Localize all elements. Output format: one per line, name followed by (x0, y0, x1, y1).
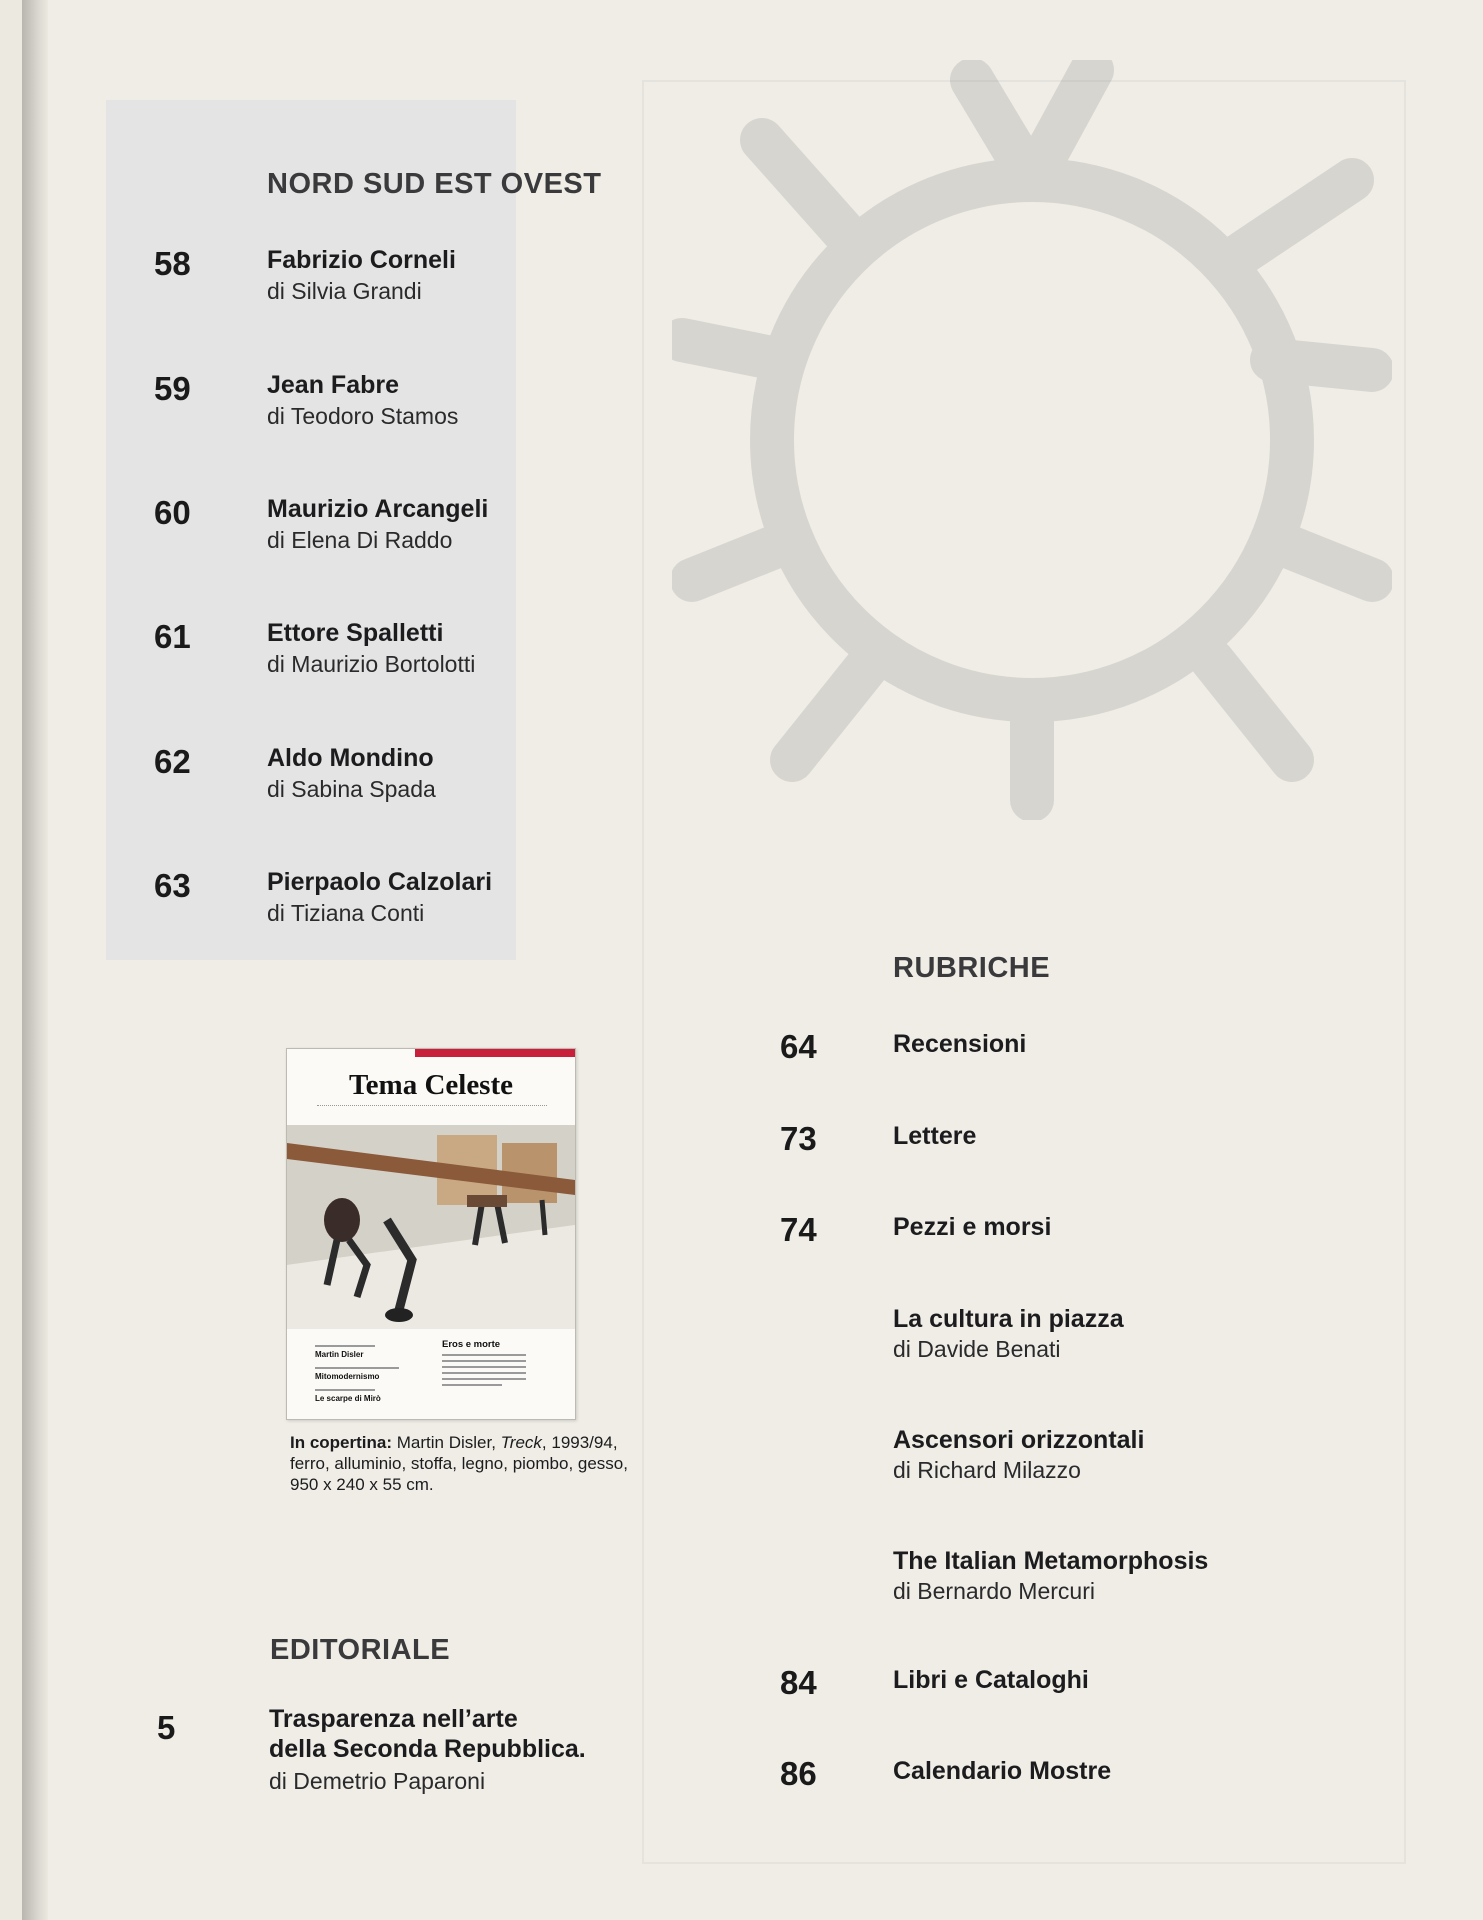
cover-item: Mitomodernismo (315, 1372, 380, 1381)
entry-title: Ettore Spalletti (267, 619, 444, 647)
cover-text-line (315, 1367, 399, 1369)
cover-text-line (442, 1378, 526, 1380)
entry-author: di Richard Milazzo (893, 1457, 1081, 1483)
caption-work: Treck (500, 1433, 542, 1452)
page-number: 74 (780, 1211, 817, 1248)
entry-title: Maurizio Arcangeli (267, 495, 489, 523)
cover-left-contents (315, 1341, 435, 1403)
magazine-cover-thumbnail (286, 1048, 576, 1420)
entry-title: Jean Fabre (267, 371, 400, 399)
entry-title: Fabrizio Corneli (267, 246, 456, 274)
caption-artist: Martin Disler, (396, 1433, 496, 1452)
entry-author: di Bernardo Mercuri (893, 1578, 1095, 1604)
cover-text-line (442, 1372, 526, 1374)
entry-title: La cultura in piazza (893, 1305, 1124, 1333)
entry-author: di Maurizio Bortolotti (267, 651, 476, 677)
entry-author: di Tiziana Conti (267, 900, 425, 926)
cover-divider (317, 1105, 547, 1109)
page-number: 73 (780, 1120, 817, 1157)
entry-title: Aldo Mondino (267, 744, 434, 772)
cover-text-line (442, 1354, 526, 1356)
cover-item: Le scarpe di Mirò (315, 1394, 381, 1403)
cover-text-line (442, 1360, 526, 1362)
page-number: 84 (780, 1664, 817, 1701)
page-number: 63 (154, 867, 191, 904)
cover-caption (290, 1432, 630, 1495)
cover-red-bar (415, 1049, 575, 1057)
entry-author: di Davide Benati (893, 1336, 1061, 1362)
cover-feature-heading: Eros e morte (442, 1339, 501, 1350)
page-number: 58 (154, 245, 191, 282)
entry-author: di Sabina Spada (267, 776, 436, 802)
cover-text-line (442, 1366, 526, 1368)
cover-item: Martin Disler (315, 1350, 364, 1359)
entry-title: The Italian Metamorphosis (893, 1547, 1209, 1575)
entry-title: Trasparenza nell’arte (269, 1705, 518, 1733)
caption-details: , 1993/94, ferro, alluminio, stoffa, legno, piombo, gesso, 950 x 240 x 55 cm. (290, 1433, 628, 1494)
entry-title: Ascensori orizzontali (893, 1426, 1145, 1454)
entry-title: Libri e Cataloghi (893, 1666, 1089, 1694)
page-number: 62 (154, 743, 191, 780)
cover-text-line (315, 1345, 375, 1347)
cover-right-contents (442, 1339, 562, 1389)
cover-artwork-photo (287, 1125, 575, 1329)
cover-text-line (442, 1384, 502, 1386)
page-number: 5 (157, 1709, 176, 1746)
page-number: 61 (154, 618, 191, 655)
show-through-sun-logo-icon (672, 60, 1392, 820)
rubriche-heading: RUBRICHE (893, 952, 1051, 984)
entry-author: di Elena Di Raddo (267, 527, 453, 553)
page-number: 60 (154, 494, 191, 531)
entry-title: Recensioni (893, 1030, 1027, 1058)
entry-title: Lettere (893, 1122, 977, 1150)
page-number: 59 (154, 370, 191, 407)
entry-author: di Demetrio Paparoni (269, 1768, 486, 1794)
entry-title: Calendario Mostre (893, 1757, 1112, 1785)
cover-magazine-title: Tema Celeste (348, 1069, 514, 1101)
entry-title: della Seconda Repubblica. (269, 1735, 586, 1763)
page-spine-shadow (22, 0, 48, 1920)
page-number: 64 (780, 1028, 817, 1065)
entry-author: di Teodoro Stamos (267, 403, 459, 429)
entry-title: Pierpaolo Calzolari (267, 868, 493, 896)
entry-author: di Silvia Grandi (267, 278, 422, 304)
nord-sud-heading: NORD SUD EST OVEST (267, 168, 602, 200)
entry-title: Pezzi e morsi (893, 1213, 1052, 1241)
magazine-page (22, 0, 1483, 1920)
caption-label: In copertina: (290, 1433, 393, 1452)
editoriale-heading: EDITORIALE (270, 1634, 451, 1666)
cover-text-line (315, 1389, 375, 1391)
page-number: 86 (780, 1755, 817, 1792)
